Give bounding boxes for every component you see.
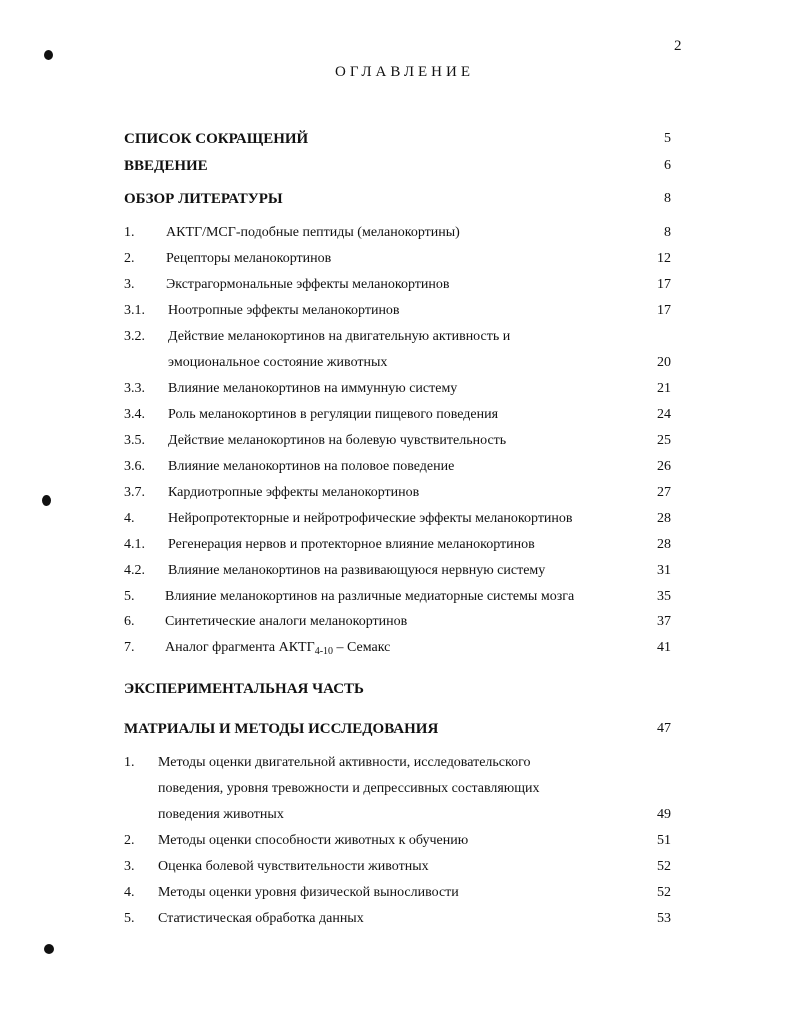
toc-item-title: Нейропротекторные и нейротрофические эффекты меланокортинов	[168, 511, 573, 526]
page-number: 2	[674, 38, 682, 54]
toc-page-number: 37	[657, 614, 671, 629]
toc-item-title: Влияние меланокортинов на иммунную систему	[168, 381, 458, 396]
page-title: ОГЛАВЛЕНИЕ	[335, 64, 474, 80]
toc-item-title: Влияние меланокортинов на различные медиаторные системы мозга	[165, 589, 575, 604]
toc-item-number: 4.2.	[124, 563, 145, 578]
toc-item	[0, 456, 791, 478]
toc-section-title: СПИСОК СОКРАЩЕНИЙ	[124, 131, 309, 147]
toc-item	[0, 611, 791, 633]
toc-page-number: 20	[657, 355, 671, 370]
toc-item	[0, 378, 791, 400]
toc-section-title: ЭКСПЕРИМЕНТАЛЬНАЯ ЧАСТЬ	[124, 681, 364, 697]
toc-section	[0, 188, 791, 210]
toc-item-title: Оценка болевой чувствительности животных	[158, 859, 429, 874]
toc-item	[0, 778, 791, 800]
toc-item-title: Рецепторы меланокортинов	[166, 251, 332, 266]
toc-section	[0, 155, 791, 177]
toc-page-number: 24	[657, 407, 671, 422]
toc-item-number: 7.	[124, 640, 135, 655]
toc-page-number: 8	[664, 225, 671, 240]
toc-section-title: МАТРИАЛЫ И МЕТОДЫ ИССЛЕДОВАНИЯ	[124, 721, 439, 737]
toc-item-title: Методы оценки уровня физической выносливости	[158, 885, 459, 900]
toc-item-title: эмоциональное состояние животных	[168, 355, 388, 370]
toc-item-title: поведения, уровня тревожности и депрессивных составляющих	[158, 781, 540, 796]
toc-page-number: 26	[657, 459, 671, 474]
toc-page-number: 25	[657, 433, 671, 448]
toc-item-number: 3.7.	[124, 485, 145, 500]
toc-item	[0, 586, 791, 608]
toc-item-number: 3.1.	[124, 303, 145, 318]
toc-page-number: 49	[657, 807, 671, 822]
toc-item	[0, 804, 791, 826]
toc-item-title	[165, 637, 390, 663]
toc-item	[0, 274, 791, 296]
toc-section-title: ОБЗОР ЛИТЕРАТУРЫ	[124, 191, 283, 207]
toc-page-number: 52	[657, 885, 671, 900]
toc-item-title: Экстрагормональные эффекты меланокортинов	[166, 277, 450, 292]
toc-item-number: 4.1.	[124, 537, 145, 552]
toc-item-title: Синтетические аналоги меланокортинов	[165, 614, 408, 629]
toc-page-number: 35	[657, 589, 671, 604]
toc-item	[0, 508, 791, 530]
toc-page-number: 47	[657, 721, 671, 736]
toc-item-title: Влияние меланокортинов на половое поведение	[168, 459, 455, 474]
toc-item-number: 3.5.	[124, 433, 145, 448]
toc-item-number: 4.	[124, 885, 135, 900]
toc-item-title: Методы оценки двигательной активности, исследовательского	[158, 755, 531, 770]
toc-item-title: Статистическая обработка данных	[158, 911, 364, 926]
toc-item	[0, 752, 791, 774]
subscript: 4-10	[314, 646, 334, 657]
toc-item-number: 4.	[124, 511, 135, 526]
toc-item-title: Ноотропные эффекты меланокортинов	[168, 303, 400, 318]
toc-item-number: 1.	[124, 225, 135, 240]
toc-item-number: 2.	[124, 833, 135, 848]
toc-section-title: ВВЕДЕНИЕ	[124, 158, 208, 174]
toc-item-title-part: Аналог фрагмента АКТГ	[165, 640, 315, 655]
toc-page-number: 51	[657, 833, 671, 848]
toc-item	[0, 222, 791, 244]
toc-item-title: поведения животных	[158, 807, 284, 822]
toc-item-number: 3.4.	[124, 407, 145, 422]
toc-page-number: 17	[657, 303, 671, 318]
toc-item-number: 5.	[124, 589, 135, 604]
toc-page-number: 41	[657, 640, 671, 655]
toc-item-number: 3.	[124, 859, 135, 874]
toc-item-title: Действие меланокортинов на двигательную активность и	[168, 329, 511, 344]
toc-item	[0, 534, 791, 556]
toc-item-title: Регенерация нервов и протекторное влияние меланокортинов	[168, 537, 535, 552]
toc-page-number: 53	[657, 911, 671, 926]
toc-page-number: 52	[657, 859, 671, 874]
toc-section	[0, 128, 791, 150]
toc-page-number: 6	[664, 158, 671, 173]
toc-item-number: 1.	[124, 755, 135, 770]
toc-item	[0, 882, 791, 904]
toc-item	[0, 430, 791, 452]
toc-item-number: 3.	[124, 277, 135, 292]
toc-item	[0, 326, 791, 348]
toc-item-number: 3.3.	[124, 381, 145, 396]
toc-item	[0, 248, 791, 270]
toc-item	[0, 300, 791, 322]
toc-section	[0, 678, 791, 700]
toc-page-number: 31	[657, 563, 671, 578]
toc-item	[0, 352, 791, 374]
toc-item-title-part: – Семакс	[333, 640, 391, 655]
toc-item	[0, 560, 791, 582]
toc-page-number: 8	[664, 191, 671, 206]
toc-item	[0, 856, 791, 878]
toc-item	[0, 908, 791, 930]
toc-item-number: 6.	[124, 614, 135, 629]
toc-page-number: 28	[657, 537, 671, 552]
toc-section	[0, 718, 791, 740]
toc-item-number: 3.6.	[124, 459, 145, 474]
toc-item-number: 2.	[124, 251, 135, 266]
toc-page-number: 27	[657, 485, 671, 500]
toc-item	[0, 482, 791, 504]
toc-item-title: Методы оценки способности животных к обучению	[158, 833, 469, 848]
toc-item-number: 5.	[124, 911, 135, 926]
toc-item	[0, 830, 791, 852]
toc-page-number: 17	[657, 277, 671, 292]
toc-item-title: Роль меланокортинов в регуляции пищевого поведения	[168, 407, 499, 422]
toc-page-number: 12	[657, 251, 671, 266]
toc-page-number: 21	[657, 381, 671, 396]
toc-item-title: АКТГ/МСГ-подобные пептиды (меланокортины)	[166, 225, 460, 240]
toc-item	[0, 404, 791, 426]
toc-item-number: 3.2.	[124, 329, 145, 344]
toc-item	[0, 637, 791, 659]
toc-item-title: Кардиотропные эффекты меланокортинов	[168, 485, 420, 500]
toc-page-number: 28	[657, 511, 671, 526]
toc-item-title: Влияние меланокортинов на развивающуюся нервную систему	[168, 563, 546, 578]
toc-page-number: 5	[664, 131, 671, 146]
toc-item-title: Действие меланокортинов на болевую чувствительность	[168, 433, 507, 448]
